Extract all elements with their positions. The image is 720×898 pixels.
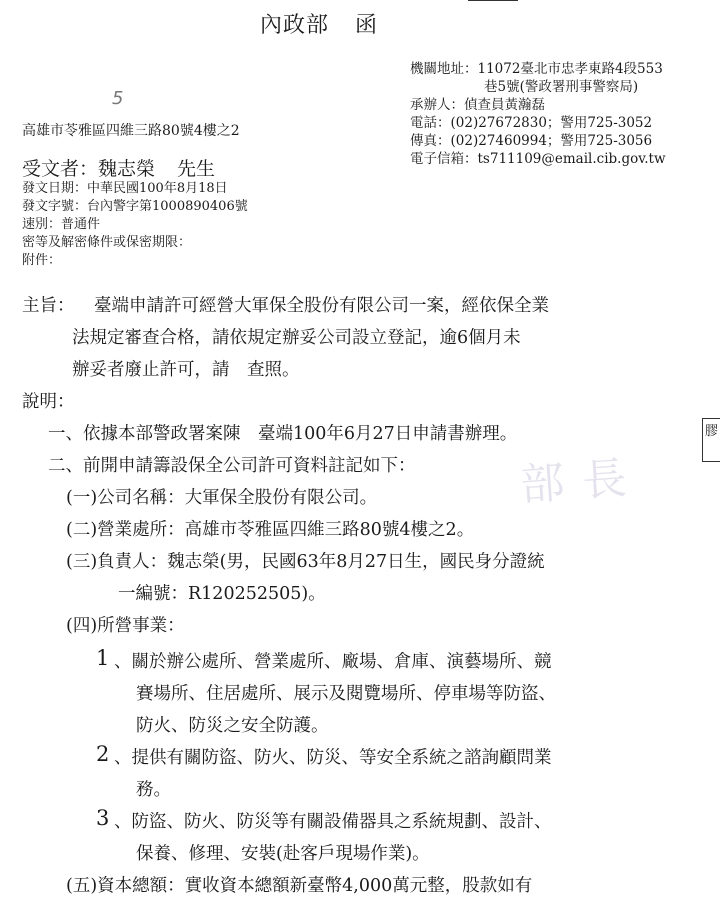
- business-scope-label: (四)所營事業：: [66, 616, 185, 636]
- attachments: 附件：: [22, 253, 62, 268]
- business-item-3-number: 3: [96, 806, 110, 830]
- business-item-2-number: 2: [96, 742, 110, 766]
- business-item-2-line-2: 務。: [136, 780, 171, 800]
- business-location: (二)營業處所：高雄市苓雅區四維三路80號4樓之2。: [66, 520, 475, 540]
- sender-address-cont: 巷5號(警政署刑事警察局): [484, 79, 639, 95]
- sender-officer: 承辦人：偵查員黃瀚磊: [410, 97, 545, 113]
- business-item-1-number: 1: [96, 646, 110, 670]
- recipient-title: 先生: [177, 158, 216, 180]
- business-item-2-line-1: 、提供有關防盜、防火、防災、等安全系統之諮詢顧問業: [114, 748, 552, 768]
- sender-email: 電子信箱：ts711109@email.cib.gov.tw: [410, 151, 666, 167]
- business-item-1-line-3: 防火、防災之安全防護。: [136, 716, 329, 736]
- subject-line-2: 法規定審查合格，請依規定辦妥公司設立登記，逾6個月未: [72, 328, 521, 348]
- secrecy-class: 密等及解密條件或保密期限：: [22, 235, 192, 250]
- issue-date: 發文日期：中華民國100年8月18日: [22, 181, 228, 196]
- speed-class: 速別：普通件: [22, 217, 101, 232]
- explanation-label: 說明：: [22, 392, 75, 412]
- sender-address: 機關地址：11072臺北市忠孝東路4段553: [410, 61, 663, 77]
- handwritten-mark: 5: [112, 88, 124, 109]
- business-item-3-line-1: 、防盜、防火、防災等有關設備器具之系統規劃、設計、: [114, 812, 552, 832]
- issuing-org: 內政部: [260, 13, 330, 38]
- subject-line-1: 臺端申請許可經營大軍保全股份有限公司一案，經依保全業: [94, 296, 549, 316]
- business-item-3-line-2: 保養、修理、安裝(赴客戶現場作業)。: [136, 844, 430, 864]
- sender-fax: 傳真：(02)27460994；警用725-3056: [410, 133, 653, 149]
- side-binding-tab: 膠: [702, 418, 720, 462]
- explanation-item-2: 二、前開申請籌設保全公司許可資料註記如下：: [48, 456, 416, 476]
- explanation-item-1: 一、依據本部警政署案陳 臺端100年6月27日申請書辦理。: [48, 424, 518, 444]
- faint-stamp-seal: 部長: [518, 451, 646, 512]
- top-edge-mark: [468, 0, 518, 7]
- capital-total: (五)資本總額：實收資本總額新臺幣4,000萬元整，股款如有: [66, 876, 533, 896]
- subject-line-3: 辦妥者廢止許可，請 查照。: [72, 360, 300, 380]
- document-title: [260, 8, 378, 39]
- responsible-person-line-2: 一編號：R120252505)。: [118, 584, 326, 604]
- recipient-address: 高雄市苓雅區四維三路80號4樓之2: [22, 123, 240, 139]
- subject-label: 主旨：: [22, 296, 75, 316]
- doc-type: 函: [355, 13, 379, 38]
- business-item-1-line-1: 、關於辦公處所、營業處所、廠場、倉庫、演藝場所、競: [114, 652, 552, 672]
- recipient: [22, 154, 215, 181]
- document-number: 發文字號：台內警字第1000890406號: [22, 199, 248, 214]
- company-name: (一)公司名稱：大軍保全股份有限公司。: [66, 488, 378, 508]
- sender-phone: 電話：(02)27672830；警用725-3052: [410, 115, 653, 131]
- business-item-1-line-2: 賽場所、住居處所、展示及閱覽場所、停車場等防盜、: [136, 684, 556, 704]
- recipient-label: 受文者：魏志榮: [22, 158, 156, 180]
- responsible-person-line-1: (三)負責人：魏志榮(男，民國63年8月27日生，國民身分證統: [66, 552, 545, 572]
